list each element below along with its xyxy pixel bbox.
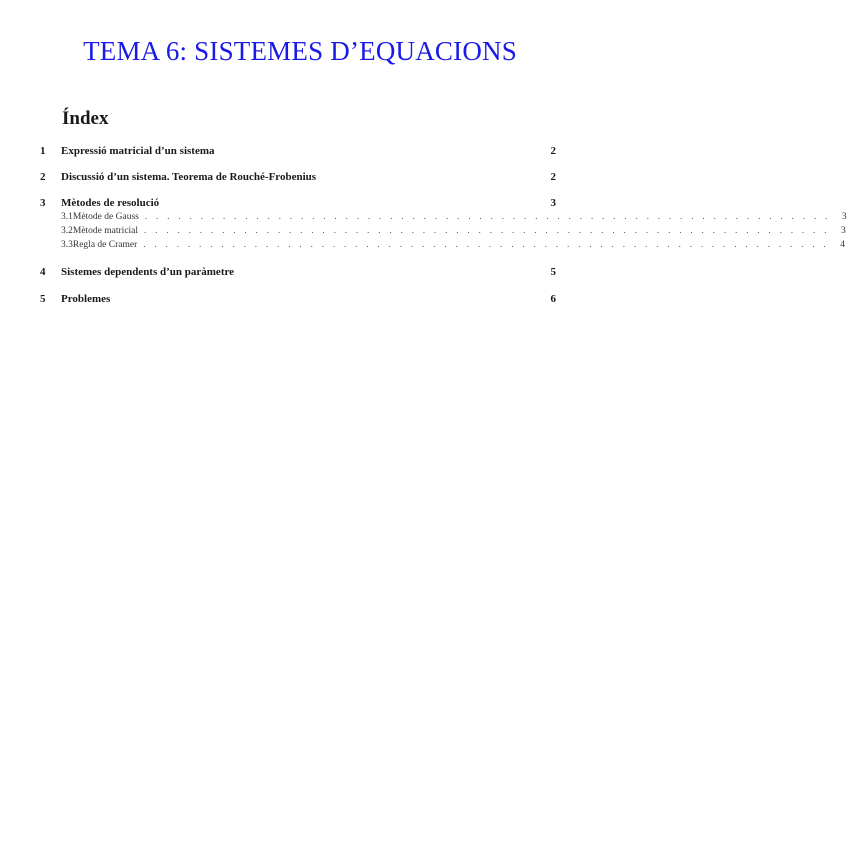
toc-subentry-3-1[interactable] xyxy=(40,212,847,222)
toc-entry-4[interactable] xyxy=(40,266,556,278)
toc-subentry-label: Mètode matricial xyxy=(72,226,139,236)
dot-leader: . . . . . . . . . . . . . . . . . . . . . . . . . . . . . . . . . . . . . . . . . . . . . . . . . . . . . . . . . . . . . . xyxy=(144,226,830,236)
dot-leader: . . . . . . . . . . . . . . . . . . . . . . . . . . . . . . . . . . . . . . . . . . . . . . . . . . . . . . . . . . . . . . xyxy=(144,212,831,222)
toc-subentry-3-2[interactable] xyxy=(40,226,846,236)
toc-entry-label: Problemes xyxy=(61,293,111,305)
toc-subentry-label: Regla de Cramer xyxy=(72,240,138,250)
toc-entry-page: 6 xyxy=(550,293,556,305)
toc-subentry-number: 3.1 xyxy=(61,212,73,222)
toc-entry-1[interactable] xyxy=(40,145,556,157)
toc-entry-number: 3 xyxy=(40,197,46,209)
toc-entry-label: Mètodes de resolució xyxy=(61,197,160,209)
toc-entry-number: 5 xyxy=(40,293,46,305)
toc-entry-number: 4 xyxy=(40,266,46,278)
toc-entry-number: 2 xyxy=(40,171,46,183)
toc-entry-label: Sistemes dependents d’un paràmetre xyxy=(61,266,235,278)
toc-subentry-label: Mètode de Gauss xyxy=(72,212,139,222)
toc-entry-3[interactable] xyxy=(40,197,556,209)
toc-subentry-page: 4 xyxy=(840,240,845,250)
dot-leader: . . . . . . . . . . . . . . . . . . . . . . . . . . . . . . . . . . . . . . . . . . . . . . . . . . . . . . . . . . . . . . xyxy=(143,240,829,250)
toc-entry-page: 2 xyxy=(550,145,556,157)
toc-subentry-number: 3.2 xyxy=(61,226,73,236)
toc-entry-page: 5 xyxy=(550,266,556,278)
toc-entry-page: 2 xyxy=(550,171,556,183)
toc-subentry-3-3[interactable] xyxy=(40,240,845,250)
toc-entry-page: 3 xyxy=(550,197,556,209)
toc-entry-label: Discussió d’un sistema. Teorema de Rouché-Frobenius xyxy=(61,171,317,183)
toc-subentry-page: 3 xyxy=(841,226,846,236)
toc-subentry-number: 3.3 xyxy=(61,240,73,250)
toc-entry-5[interactable] xyxy=(40,293,556,305)
toc-entry-number: 1 xyxy=(40,145,46,157)
toc-subentry-page: 3 xyxy=(841,212,847,222)
index-heading: Índex xyxy=(62,108,109,129)
page-title: TEMA 6: SISTEMES D’EQUACIONS xyxy=(83,36,517,66)
toc-entry-label: Expressió matricial d’un sistema xyxy=(61,145,215,157)
toc-entry-2[interactable] xyxy=(40,171,556,183)
